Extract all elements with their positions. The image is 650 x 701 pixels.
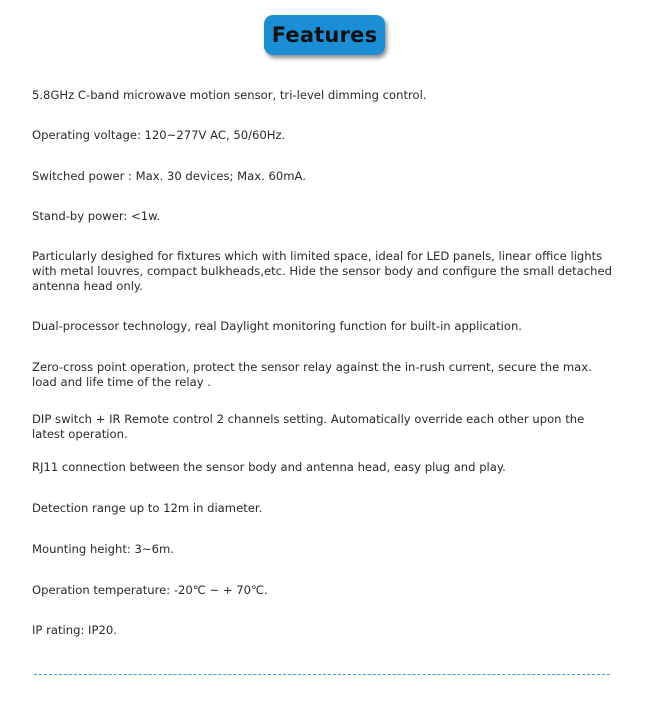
feature-item: Stand-by power: <1w.	[32, 209, 161, 223]
feature-item: Zero-cross point operation, protect the sensor relay against the in-rush current, secure the max. load and life time of the relay .	[32, 360, 592, 389]
feature-item: Switched power : Max. 30 devices; Max. 60mA.	[32, 169, 306, 183]
feature-item: 5.8GHz C-band microwave motion sensor, tri-level dimming control.	[32, 88, 427, 102]
feature-item: Detection range up to 12m in diameter.	[32, 501, 263, 515]
page-title: Features	[271, 23, 378, 47]
feature-item: Mounting height: 3~6m.	[32, 542, 174, 556]
feature-item: Dual-processor technology, real Daylight monitoring function for built-in application.	[32, 319, 522, 333]
feature-item: Operating voltage: 120~277V AC, 50/60Hz.	[32, 128, 286, 142]
feature-item: RJ11 connection between the sensor body and antenna head, easy plug and play.	[32, 460, 506, 474]
feature-item: DIP switch + IR Remote control 2 channels setting. Automatically override each other upon the latest operation.	[32, 412, 585, 441]
features-title-badge	[264, 15, 385, 55]
dashed-divider	[34, 674, 610, 675]
feature-item: Particularly desighed for fixtures which with limited space, ideal for LED panels, linear office lights with metal louvres, compact bulkheads,etc. Hide the sensor body and configure the small detached antenna head only.	[32, 249, 612, 293]
feature-item: Operation temperature: -20℃ ~ + 70℃.	[32, 583, 268, 597]
feature-item: IP rating: IP20.	[32, 623, 117, 637]
